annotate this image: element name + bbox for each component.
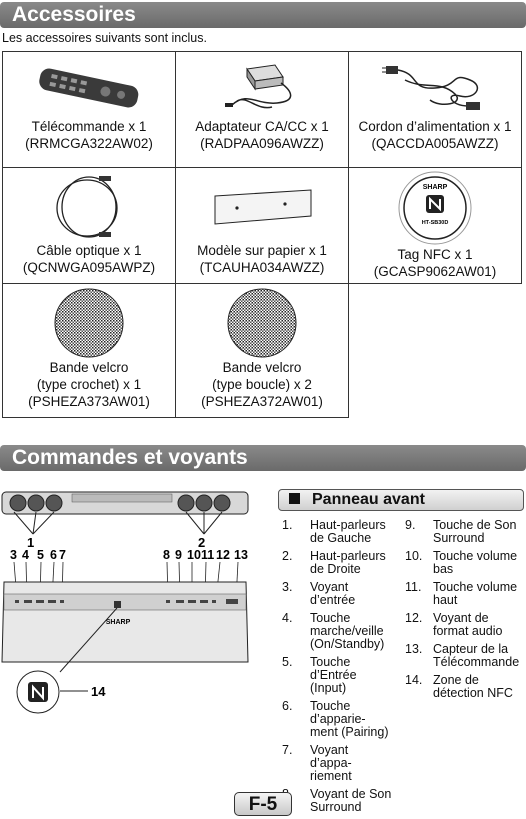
accessory-cell-velcro-hook (3, 284, 176, 418)
list-item: 11. Touche volume haut (405, 580, 518, 607)
accessory-code: (PSHEZA373AW01) (28, 394, 150, 409)
list-item: 14. Zone de détection NFC (405, 673, 513, 700)
paper-template-icon (207, 182, 317, 232)
callout-11: 11 (201, 548, 215, 562)
accessory-name: Bande velcro (49, 360, 129, 375)
soundbar-diagram (0, 482, 270, 772)
accessories-table (2, 51, 522, 418)
accessory-type: (type crochet) x 1 (36, 377, 142, 392)
list-item: 12. Voyant de format audio (405, 611, 503, 638)
accessory-cell-paper-template (176, 168, 349, 284)
accessory-cell-remote (3, 52, 176, 168)
list-item: 3. Voyant d’entrée (282, 580, 356, 607)
callout-3: 3 (10, 548, 17, 562)
remote-sensor (226, 599, 238, 604)
controls-banner: Commandes et voyants (0, 445, 526, 471)
front-panel-list-left (282, 519, 392, 819)
page-number: F-5 (234, 792, 292, 816)
callout-9: 9 (175, 548, 182, 562)
list-item: 4. Touche marche/veille (On/Standby) (282, 611, 385, 651)
callout-4: 4 (22, 548, 29, 562)
speaker-right-3 (214, 495, 230, 511)
front-panel-list-right (405, 519, 525, 705)
optical-cable-icon (49, 172, 129, 242)
list-item: 7. Voyant d’appa-riement (282, 743, 352, 783)
accessory-cell-nfc-tag (349, 168, 522, 284)
accessory-name: Télécommande x 1 (31, 119, 147, 134)
list-item: 2. Haut-parleurs de Droite (282, 549, 386, 576)
remote-control-icon (34, 62, 144, 112)
accessory-name: Adaptateur CA/CC x 1 (195, 119, 329, 134)
callout-14: 14 (91, 684, 106, 699)
speaker-left-2 (28, 495, 44, 511)
callout-7: 7 (59, 548, 66, 562)
accessory-cell-velcro-loop (176, 284, 349, 418)
power-button[interactable] (24, 600, 32, 603)
ac-adapter-icon (217, 61, 307, 113)
accessory-cell-adapter (176, 52, 349, 168)
volume-down-button[interactable] (188, 600, 196, 603)
accessory-name: Modèle sur papier x 1 (197, 243, 327, 258)
nfc-tag-icon (395, 170, 475, 246)
accessory-code: (QACCDA005AWZZ) (371, 136, 499, 151)
accessory-name: Câble optique x 1 (36, 243, 142, 258)
accessory-cell-empty (349, 284, 522, 418)
callout-2: 2 (198, 535, 206, 550)
list-item: 6. Touche d’apparie-ment (Pairing) (282, 699, 389, 739)
callout-5: 5 (37, 548, 44, 562)
accessory-name: Bande velcro (222, 360, 302, 375)
pairing-indicator (60, 600, 64, 603)
audio-format-indicator (212, 600, 216, 603)
nfc-tag-model: HT-SB30D (421, 220, 449, 226)
callout-8: 8 (163, 548, 170, 562)
accessory-code: (RRMCGA322AW02) (25, 136, 153, 151)
accessory-code: (QCNWGA095AWPZ) (22, 260, 156, 275)
list-item: 1. Haut-parleurs de Gauche (282, 518, 386, 545)
callout-12: 12 (216, 548, 230, 562)
accessories-intro: Les accessoires suivants sont inclus. (2, 31, 207, 45)
accessory-name: Tag NFC x 1 (397, 247, 473, 262)
accessory-type: (type boucle) x 2 (212, 377, 312, 392)
input-button[interactable] (36, 600, 44, 603)
list-item: 13. Capteur de la Télécommande (405, 642, 520, 669)
accessory-code: (PSHEZA372AW01) (201, 394, 323, 409)
surround-indicator (166, 600, 170, 603)
front-panel-heading (278, 489, 524, 511)
speaker-left-1 (10, 495, 26, 511)
accessory-cell-power-cord (349, 52, 522, 168)
accessories-banner: Accessoires (0, 2, 526, 28)
callout-13: 13 (234, 548, 248, 562)
speaker-left-3 (46, 495, 62, 511)
speaker-right-1 (178, 495, 194, 511)
accessory-name: Cordon d’alimentation x 1 (358, 119, 512, 134)
pairing-button[interactable] (48, 600, 56, 603)
callout-1: 1 (27, 535, 35, 550)
surround-button[interactable] (176, 600, 184, 603)
nfc-zone-mark (114, 601, 121, 608)
nfc-tag-brand: SHARP (422, 184, 448, 191)
speaker-right-2 (196, 495, 212, 511)
accessory-code: (GCASP9062AW01) (373, 264, 497, 279)
accessory-code: (RADPAA096AWZZ) (200, 136, 324, 151)
list-item: 9. Touche de Son Surround (405, 518, 517, 545)
list-item: 10. Touche volume bas (405, 549, 518, 576)
callout-6: 6 (50, 548, 57, 562)
callout-10: 10 (187, 548, 201, 562)
square-bullet-icon (289, 493, 300, 504)
velcro-loop-icon (226, 287, 298, 359)
velcro-hook-icon (53, 287, 125, 359)
front-panel-title: Panneau avant (312, 491, 425, 508)
list-item: Voyant de Son Surround (310, 787, 392, 814)
accessory-cell-optical-cable (3, 168, 176, 284)
accessory-code: (TCAUHA034AWZZ) (199, 260, 325, 275)
list-item: 5. Touche d’Entrée (Input) (282, 655, 357, 695)
power-cord-icon (380, 60, 490, 114)
soundbar-brand: SHARP (105, 619, 131, 626)
input-indicator (15, 600, 19, 603)
volume-up-button[interactable] (200, 600, 208, 603)
